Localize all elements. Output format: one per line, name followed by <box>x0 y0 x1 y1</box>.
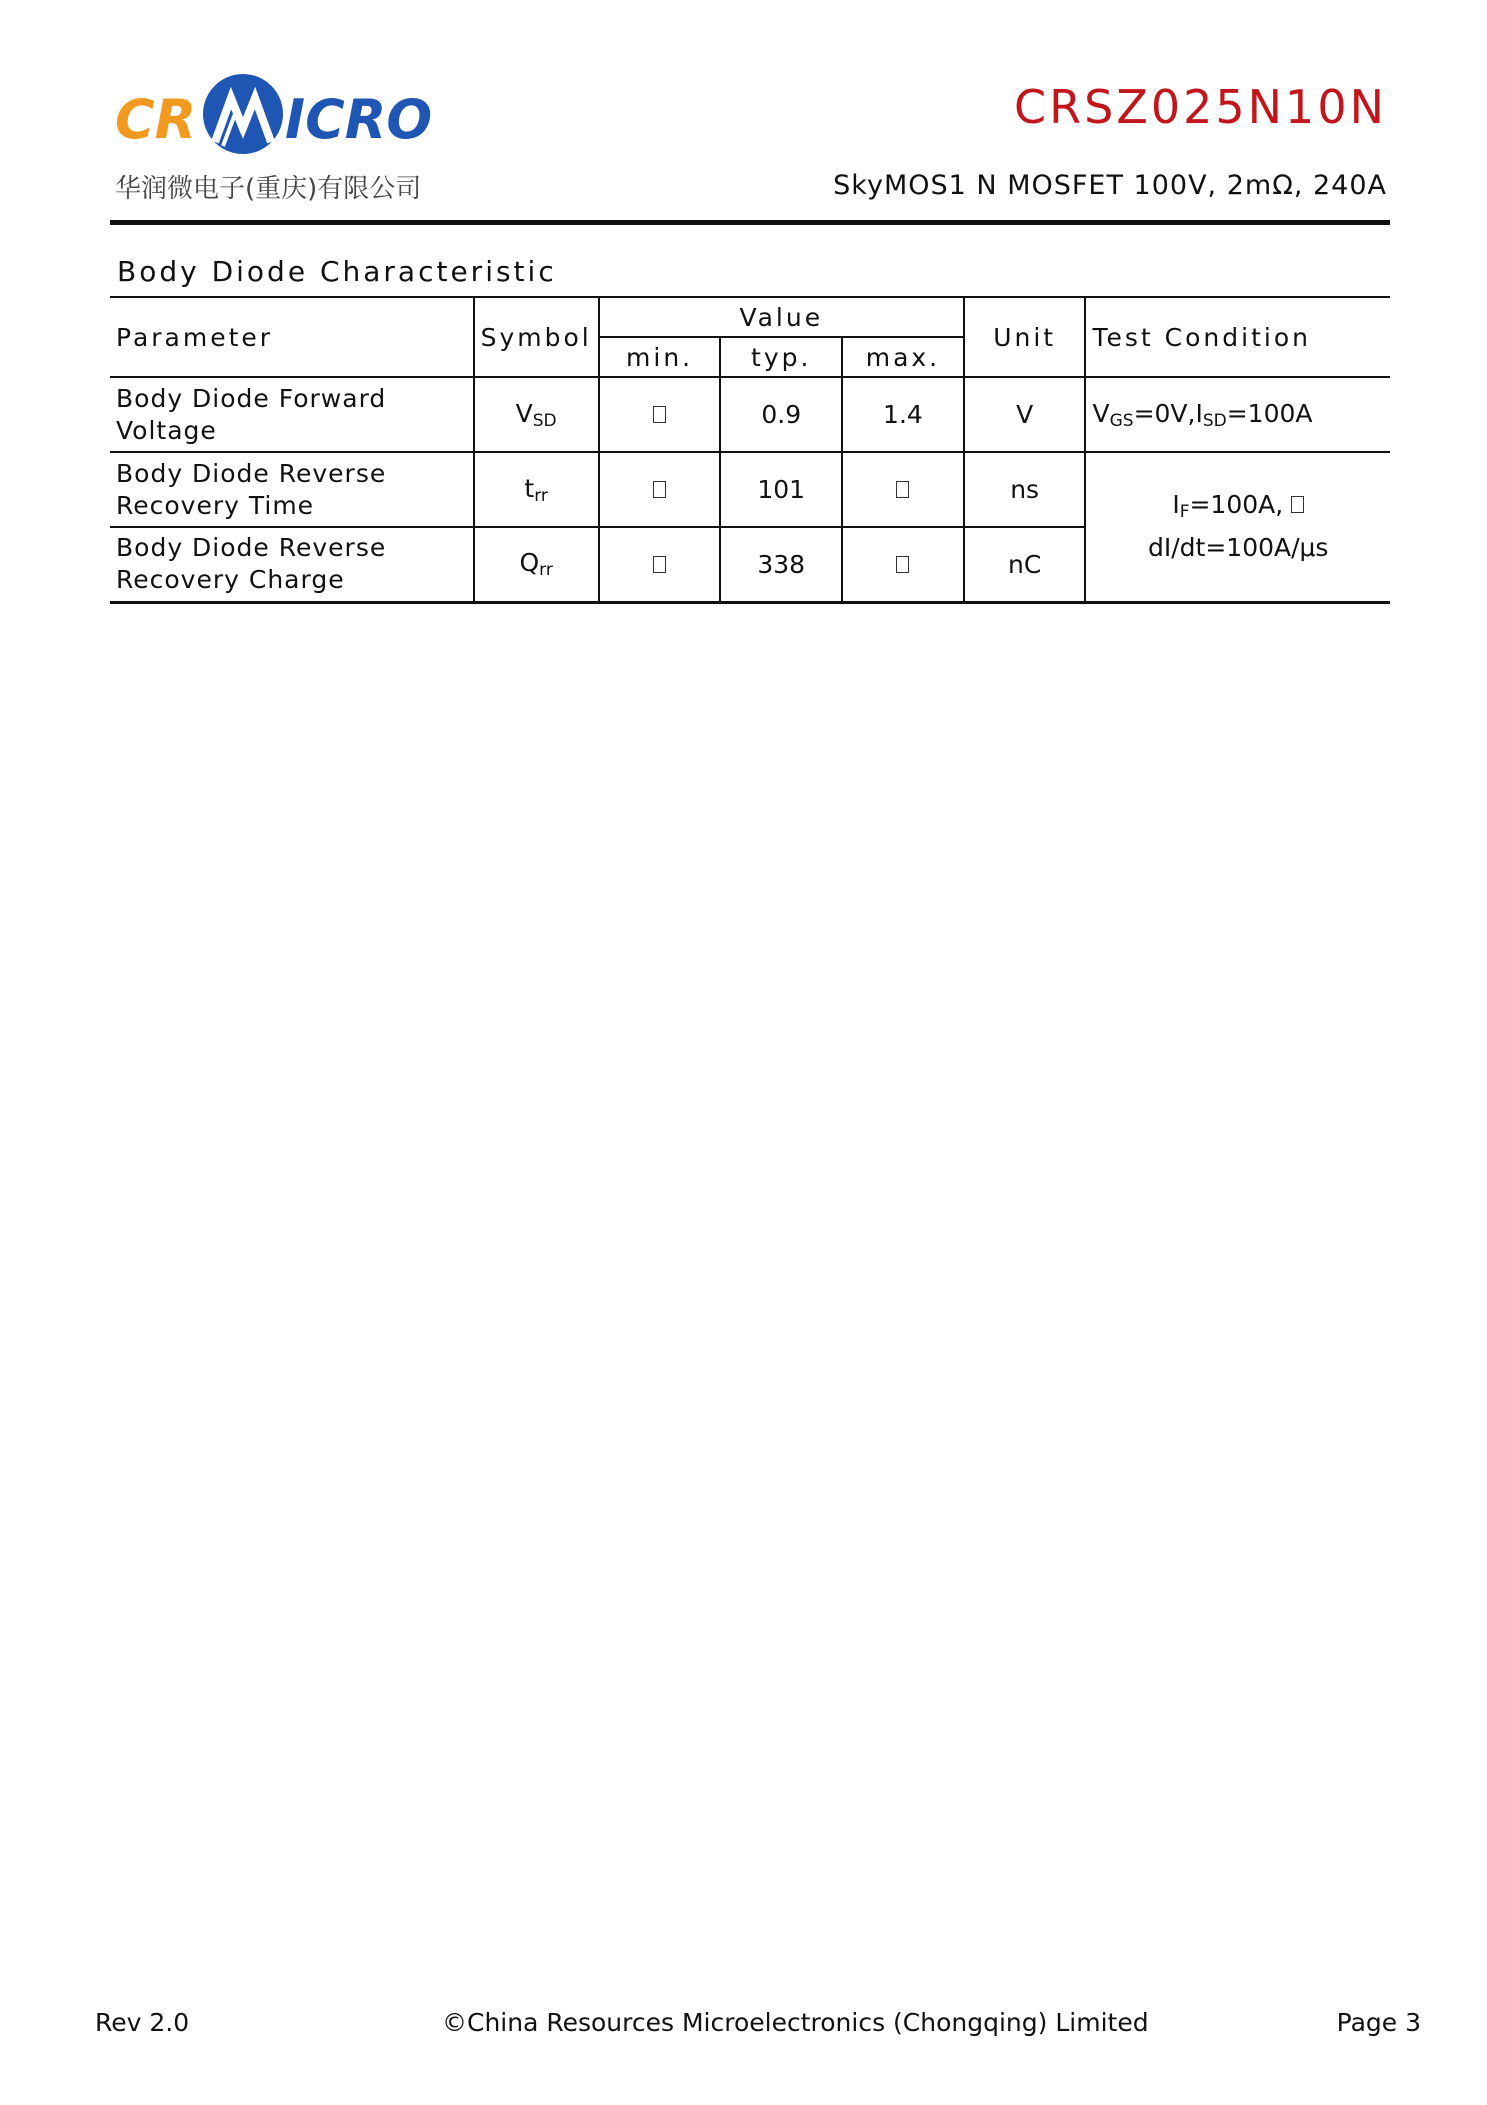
header-unit: Unit <box>964 297 1086 377</box>
parameter-cell: Body Diode Forward Voltage <box>110 377 474 452</box>
min-cell <box>599 377 721 452</box>
symbol-cell: $V_{SD}$ <box>474 377 599 452</box>
typ-cell: 338 <box>720 527 842 602</box>
blank-glyph-icon <box>1291 496 1304 513</box>
header-min: min. <box>599 337 721 377</box>
parameter-cell: Body Diode Reverse Recovery Time <box>110 452 474 527</box>
part-number: CRSZ025N10N <box>1014 80 1387 134</box>
shared-condition-cell: $I_F=100A$, dI/dt=100A/μs <box>1085 452 1390 602</box>
header-parameter: Parameter <box>110 297 474 377</box>
blank-glyph-icon <box>653 556 666 573</box>
unit-cell: nC <box>964 527 1086 602</box>
min-cell <box>599 527 721 602</box>
product-description: SkyMOS1 N MOSFET 100V, 2mΩ, 240A <box>833 170 1387 201</box>
max-cell <box>842 452 964 527</box>
header-typ: typ. <box>720 337 842 377</box>
condition-cell: $V_{GS}=0V,I_{SD}=100A$ <box>1085 377 1390 452</box>
min-cell <box>599 452 721 527</box>
typ-cell: 101 <box>720 452 842 527</box>
header-value: Value <box>599 297 964 337</box>
footer-revision: Rev 2.0 <box>95 2008 190 2037</box>
svg-text:CR: CR <box>115 88 197 151</box>
unit-cell: ns <box>964 452 1086 527</box>
max-cell <box>842 527 964 602</box>
footer-copyright: ©China Resources Microelectronics (Chongqing) Limited <box>442 2008 1149 2037</box>
header-max: max. <box>842 337 964 377</box>
max-cell: 1.4 <box>842 377 964 452</box>
blank-glyph-icon <box>896 481 909 498</box>
unit-cell: V <box>964 377 1086 452</box>
table-row <box>110 377 1390 452</box>
header-test-condition: Test Condition <box>1085 297 1390 377</box>
blank-glyph-icon <box>653 481 666 498</box>
svg-text:ICRO: ICRO <box>285 88 433 151</box>
table-row <box>110 452 1390 527</box>
symbol-cell: $t_{rr}$ <box>474 452 599 527</box>
blank-glyph-icon <box>896 556 909 573</box>
header-divider <box>110 220 1390 225</box>
footer-page-number: Page 3 <box>1336 2008 1421 2037</box>
blank-glyph-icon <box>653 406 666 423</box>
symbol-cell: $Q_{rr}$ <box>474 527 599 602</box>
header-symbol: Symbol <box>474 297 599 377</box>
section-title: Body Diode Characteristic <box>117 255 557 288</box>
typ-cell: 0.9 <box>720 377 842 452</box>
parameter-cell: Body Diode Reverse Recovery Charge <box>110 527 474 602</box>
company-logo <box>115 70 455 160</box>
company-name-cn: 华润微电子(重庆)有限公司 <box>115 174 422 204</box>
body-diode-table <box>110 296 1390 604</box>
